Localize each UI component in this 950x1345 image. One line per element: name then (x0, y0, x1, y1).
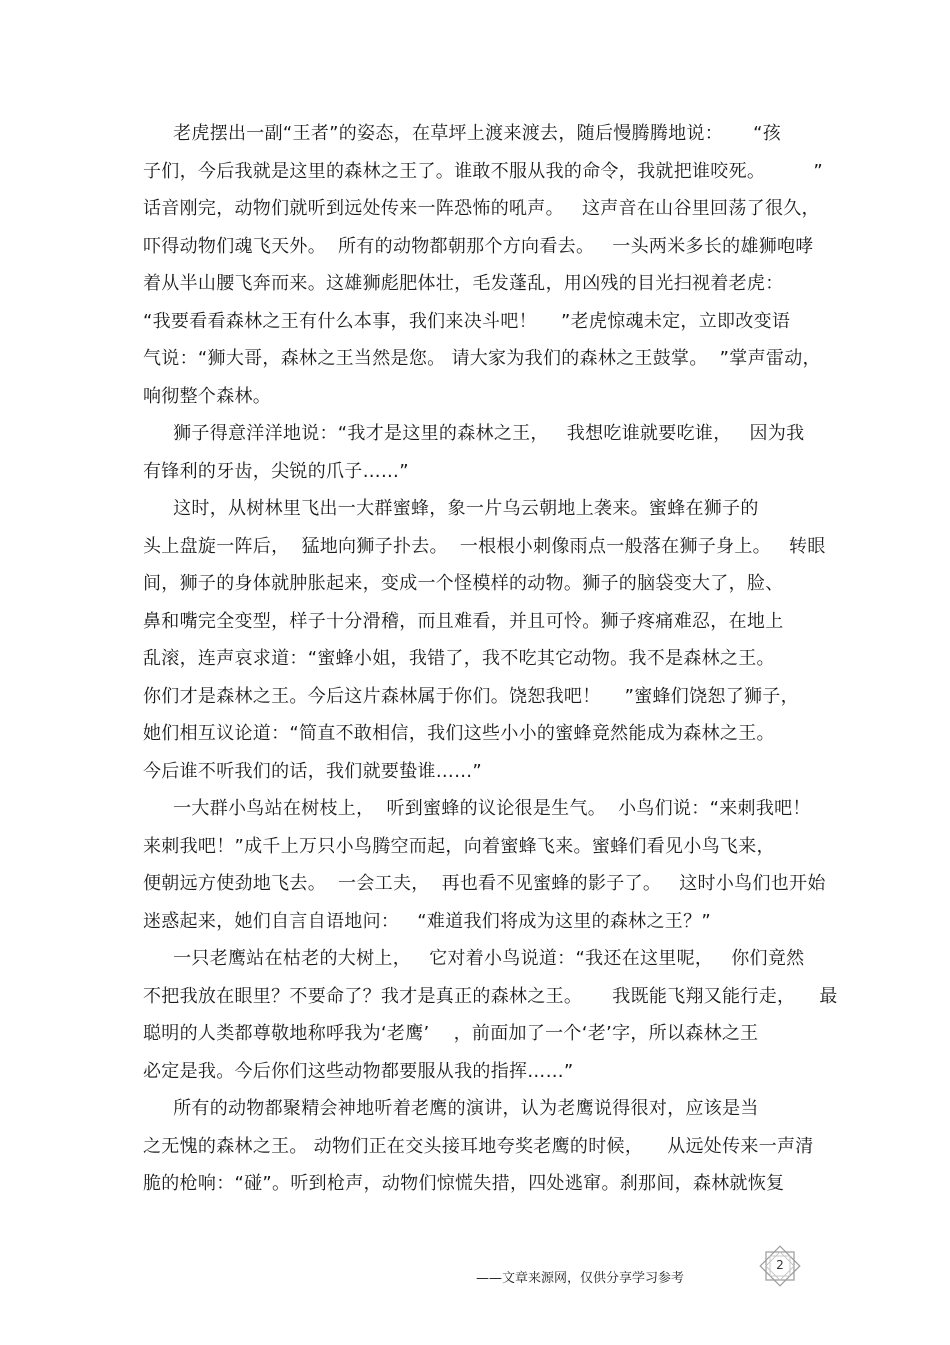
text-line: 一只老鹰站在枯老的大树上， 它对着小鸟说道：“我还在这里呢， 你们竟然 (143, 948, 805, 969)
text-line: 必定是我。今后你们这些动物都要服从我的指挥……” (143, 1060, 574, 1082)
text-line: 着从半山腰飞奔而来。这雄狮彪肥体壮，毛发蓬乱，用凶残的目光扫视着老虎： (143, 273, 784, 294)
text-line: 这时，从树林里飞出一大群蜜蜂，象一片乌云朝地上袭来。蜜蜂在狮子的 (143, 498, 759, 519)
text-line: 气说：“狮大哥，森林之王当然是您。 请大家为我们的森林之王鼓掌。 ”掌声雷动， (143, 348, 821, 369)
text-line: 她们相互议论道：“简直不敢相信，我们这些小小的蜜蜂竟然能成为森林之王。 (143, 723, 775, 744)
text-line: 所有的动物都聚精会神地听着老鹰的演讲，认为老鹰说得很对，应该是当 (143, 1098, 759, 1119)
text-line: 间，狮子的身体就肿胀起来，变成一个怪模样的动物。狮子的脑袋变大了，脸、 (143, 573, 784, 594)
text-line: 聪明的人类都尊敬地称呼我为‘老鹰’ ，前面加了一个‘老’字，所以森林之王 (143, 1023, 759, 1044)
text-line: 之无愧的森林之王。 动物们正在交头接耳地夸奖老鹰的时候， 从远处传来一声清 (143, 1135, 814, 1157)
text-line: 一大群小鸟站在树枝上， 听到蜜蜂的议论很是生气。 小鸟们说：“来刺我吧！ (143, 798, 811, 819)
text-line: 便朝远方使劲地飞去。 一会工夫， 再也看不见蜜蜂的影子了。 这时小鸟们也开始 (143, 873, 826, 894)
text-line: 脆的枪响：“碰”。听到枪声，动物们惊慌失措，四处逃窜。刹那间，森林就恢复 (143, 1173, 785, 1194)
text-line: 乱滚，连声哀求道：“蜜蜂小姐，我错了，我不吃其它动物。我不是森林之王。 (143, 648, 775, 669)
text-line: 头上盘旋一阵后， 猛地向狮子扑去。 一根根小刺像雨点一般落在狮子身上。 转眼 (143, 535, 826, 557)
text-line: 有锋利的牙齿，尖锐的爪子……” (143, 460, 409, 482)
text-line: 你们才是森林之王。今后这片森林属于你们。饶恕我吧！ ”蜜蜂们饶恕了狮子， (143, 685, 799, 707)
text-line: “我要看看森林之王有什么本事，我们来决斗吧！ ”老虎惊魂未定，立即改变语 (143, 310, 791, 332)
text-line: 迷惑起来，她们自言自语地问： “难道我们将成为这里的森林之王？” (143, 910, 712, 932)
text-line: 不把我放在眼里？不要命了？我才是真正的森林之王。 我既能飞翔又能行走， 最 (143, 985, 838, 1007)
text-line: 老虎摆出一副“王者”的姿态，在草坪上渡来渡去，随后慢腾腾地说： “孩 (143, 123, 782, 144)
page-number-badge (757, 1243, 803, 1289)
text-line: 吓得动物们魂飞天外。 所有的动物都朝那个方向看去。 一头两米多长的雄狮咆哮 (143, 235, 814, 257)
text-line: 话音刚完，动物们就听到远处传来一阵恐怖的吼声。 这声音在山谷里回荡了很久， (143, 198, 820, 219)
text-line: 今后谁不听我们的话，我们就要蛰谁……” (143, 760, 483, 782)
text-line: 来刺我吧！”成千上万只小鸟腾空而起，向着蜜蜂飞来。蜜蜂们看见小鸟飞来， (143, 835, 775, 857)
text-line: 狮子得意洋洋地说：“我才是这里的森林之王， 我想吃谁就要吃谁， 因为我 (143, 423, 805, 444)
text-line: 响彻整个森林。 (143, 385, 272, 407)
footer-source-note: ——文章来源网，仅供分享学习参考 (476, 1271, 685, 1286)
text-line: 子们，今后我就是这里的森林之王了。谁敢不服从我的命令，我就把谁咬死。 ” (143, 160, 823, 182)
page-number: 2 (776, 1258, 784, 1272)
text-line: 鼻和嘴完全变型，样子十分滑稽，而且难看，并且可怜。狮子疼痛难忍，在地上 (143, 610, 784, 632)
